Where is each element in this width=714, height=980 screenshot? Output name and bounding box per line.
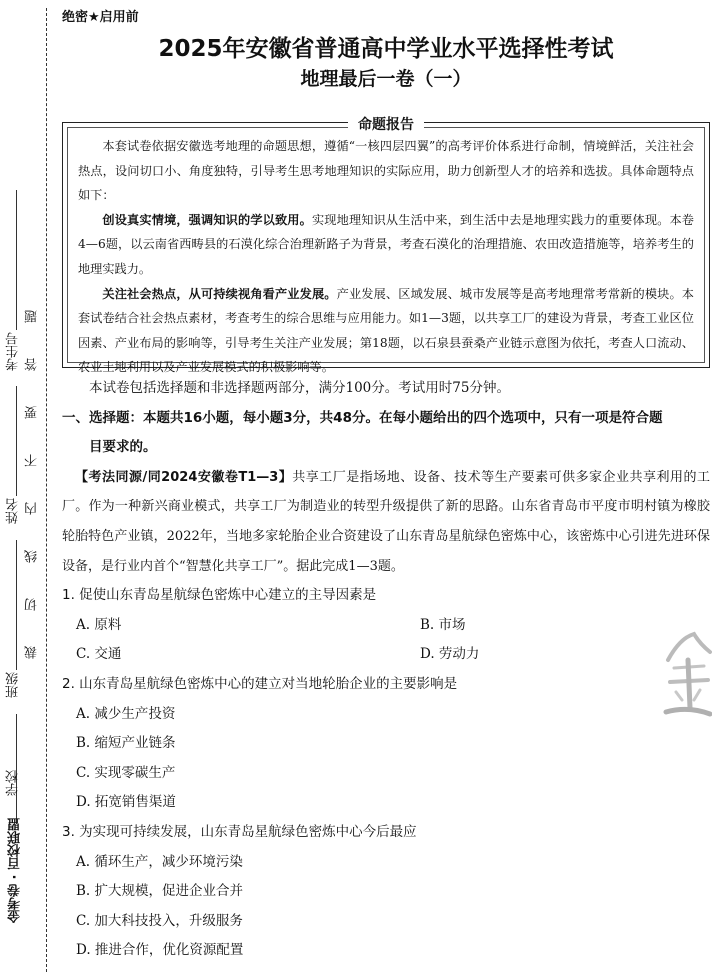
option[interactable]: A. 减少生产投资 xyxy=(76,705,176,722)
option[interactable]: B. 扩大规模，促进企业合并 xyxy=(76,883,244,900)
question-options xyxy=(62,611,710,641)
binding-margin xyxy=(0,0,52,980)
report-p3-text: 产业发展、区域发展、城市发展等是高考地理常考常新的模块。本套试卷结合社会热点素材，考查考生的综合思维与应用能力。如1—3题，以共享工厂的建设为背景，考查工业区位因素、产业布局的影响等，引导考生关注产业发展；第18题，以石泉县蚕桑产业链示意图为依托，考查人口流动、农业土地利用以及产业发展模式的积极影响等。 xyxy=(78,286,694,375)
class-label: 班级 xyxy=(6,672,21,698)
student-no-label: 考生号 xyxy=(6,332,21,371)
name-line xyxy=(16,386,17,496)
option[interactable]: C. 交通 xyxy=(76,646,122,663)
cut-line-warning xyxy=(20,310,46,690)
question-options xyxy=(62,640,710,670)
option[interactable]: D. 劳动力 xyxy=(420,646,480,663)
question-stem: 3. 为实现可持续发展，山东青岛星航绿色密炼中心今后最应 xyxy=(62,823,417,840)
exam-body xyxy=(62,374,710,966)
report-p2-highlight: 创设真实情境，强调知识的学以致用。 xyxy=(102,212,312,227)
report-paragraph-3 xyxy=(78,282,694,380)
option[interactable]: B. 市场 xyxy=(420,616,466,633)
exam-title: 2025年安徽省普通高中学业水平选择性考试 xyxy=(158,36,614,62)
school-label: 学校 xyxy=(6,770,21,796)
secret-mark: 绝密★启用前 xyxy=(62,10,139,25)
cut-dashed-line xyxy=(46,8,47,972)
report-title: 命题报告 xyxy=(348,114,424,134)
cut-char: 答 xyxy=(25,358,40,371)
option[interactable]: B. 缩短产业链条 xyxy=(76,735,176,752)
cut-char: 切 xyxy=(25,598,40,611)
school-line xyxy=(16,714,17,824)
option[interactable]: D. 拓宽销售渠道 xyxy=(76,794,176,811)
report-p3-highlight: 关注社会热点，从可持续视角看产业发展。 xyxy=(102,286,337,301)
cut-char: 不 xyxy=(25,454,40,467)
question-stem: 1. 促使山东青岛星航绿色密炼中心建立的主导因素是 xyxy=(62,587,377,604)
calligraphy-watermark-icon xyxy=(660,630,712,720)
section-heading-cont: 目要求的。 xyxy=(89,439,157,456)
report-box xyxy=(62,117,710,375)
student-no-line xyxy=(16,190,17,330)
exam-intro: 本试卷包括选择题和非选择题两部分，满分100分。考试用时75分钟。 xyxy=(89,380,510,396)
option[interactable]: C. 加大科技投入，升级服务 xyxy=(76,912,243,929)
report-paragraph-1: 本套试卷依据安徽选考地理的命题思想，遵循“一核四层四翼”的高考评价体系进行命制，情境鲜活，关注社会热点，设问切口小、角度独特，引导考生思考地理知识的实际应用，助力创新型人才的培养和选拔。具体命题特点如下： xyxy=(78,139,694,203)
report-p2-text: 实现地理知识从生活中来，到生活中去是地理实践力的重要体现。本卷4—6题，以云南省西畴县的石漠化综合治理新路子为背景，考查石漠化的治理措施、农田改造措施等，培养考生的地理实践力。 xyxy=(78,212,694,276)
option[interactable]: D. 推进合作，优化资源配置 xyxy=(76,942,244,959)
cut-char: 题 xyxy=(25,310,40,323)
option[interactable]: A. 原料 xyxy=(76,616,122,633)
union-label: 金考卷 · 百校联盟 xyxy=(8,818,23,923)
name-label: 姓名 xyxy=(6,498,21,524)
question-stem: 2. 山东青岛星航绿色密炼中心的建立对当地轮胎企业的主要影响是 xyxy=(62,675,458,692)
cut-char: 内 xyxy=(25,502,40,515)
cut-char: 要 xyxy=(25,406,40,419)
passage-text: 共享工厂是指场地、设备、技术等生产要素可供多家企业共享利用的工厂。作为一种新兴商业模式，共享工厂为制造业的转型升级提供了新的思路。山东省青岛市平度市明村镇为橡胶轮胎特色产业镇，2022年，当地多家轮胎企业合资建设了山东青岛星航绿色密炼中心，该密炼中心引进先进环保设备，是行业内首个“智慧化共享工厂”。据此完成1—3题。 xyxy=(62,469,710,574)
passage-tag: 【考法同源/同2024安徽卷T1—3】 xyxy=(75,469,293,485)
exam-subtitle: 地理最后一卷（一） xyxy=(300,68,472,90)
cut-char: 线 xyxy=(25,550,40,563)
option[interactable]: C. 实现零碳生产 xyxy=(76,764,176,781)
cut-char: 裁 xyxy=(25,646,40,659)
class-line xyxy=(16,540,17,670)
section-heading: 一、选择题：本题共16小题，每小题3分，共48分。在每小题给出的四个选项中，只有一项是符合题 xyxy=(62,409,663,426)
report-inner-frame xyxy=(67,117,705,375)
report-text xyxy=(78,134,694,380)
question-passage xyxy=(62,463,710,581)
report-paragraph-2 xyxy=(78,208,694,282)
option[interactable]: A. 循环生产，减少环境污染 xyxy=(76,853,243,870)
